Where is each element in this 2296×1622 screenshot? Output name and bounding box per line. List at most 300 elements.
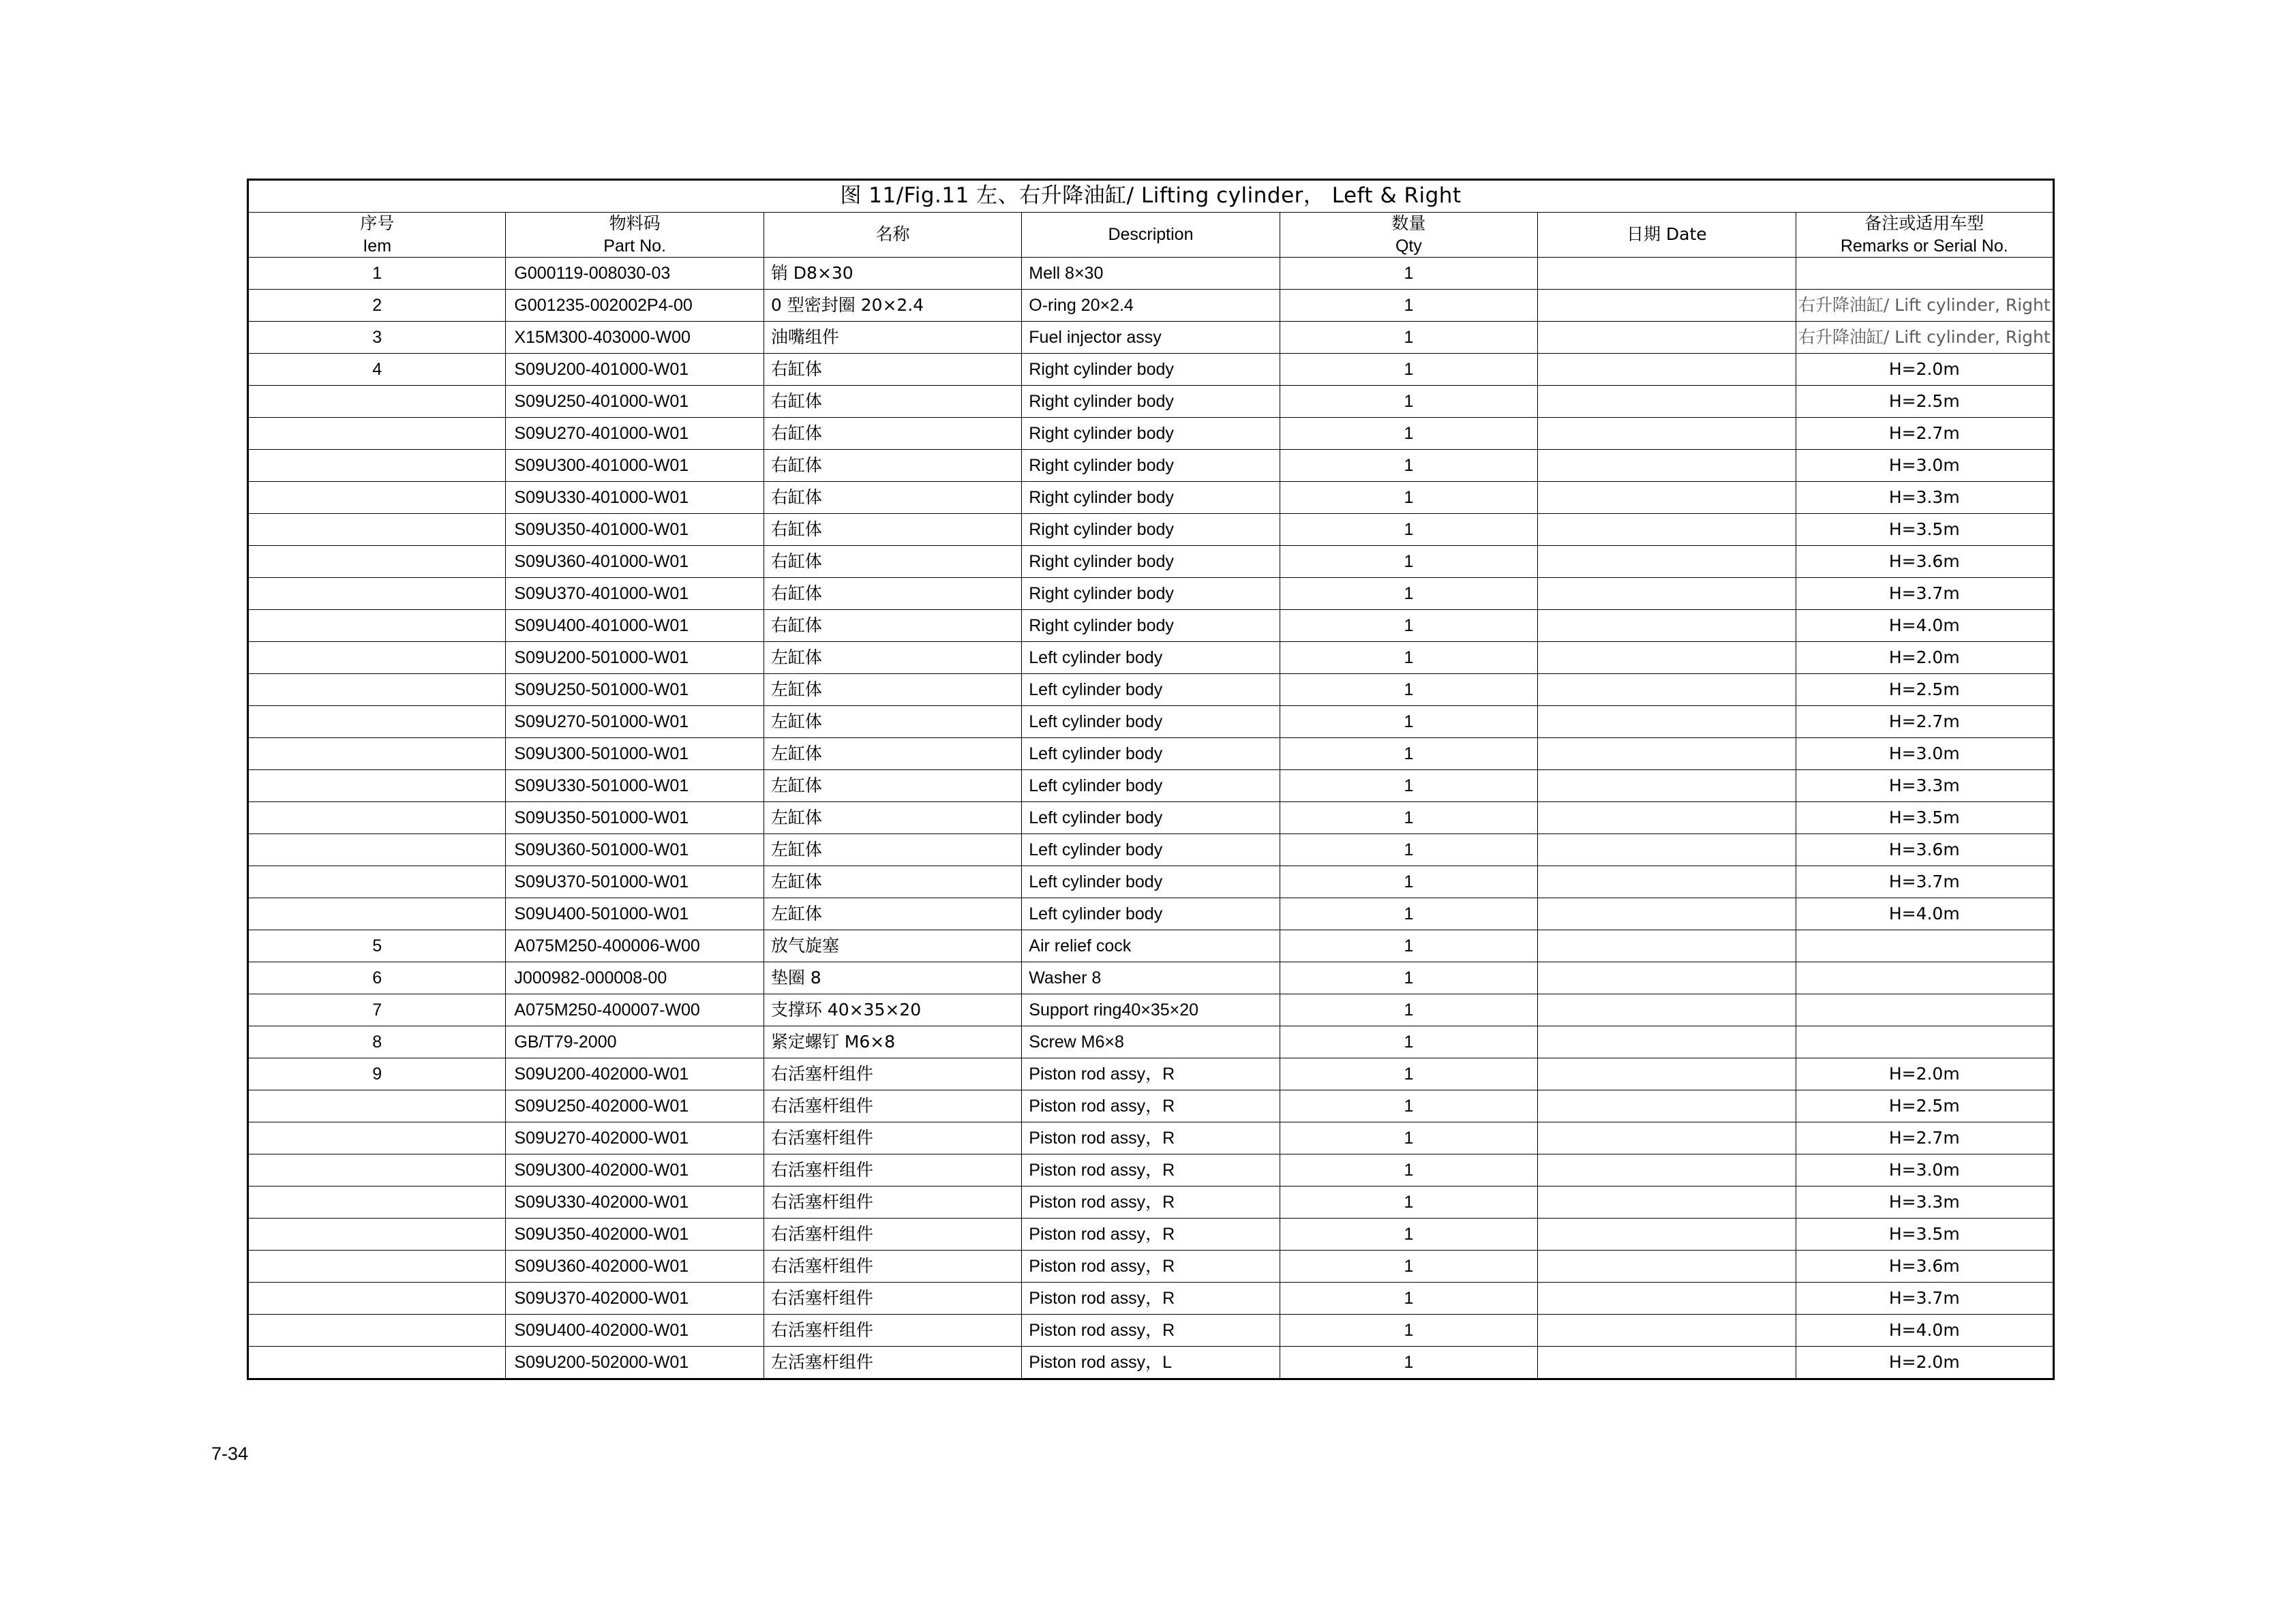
cell-date bbox=[1538, 770, 1796, 802]
cell-date bbox=[1538, 354, 1796, 386]
cell-remarks: H=3.0m bbox=[1796, 450, 2053, 482]
cell-item: 4 bbox=[248, 354, 506, 386]
header-item-cn: 序号 bbox=[360, 213, 395, 233]
header-part bbox=[506, 213, 764, 258]
table-header-row bbox=[248, 213, 2054, 258]
cell-remarks: H=2.5m bbox=[1796, 1090, 2053, 1122]
header-remarks-en: Remarks or Serial No. bbox=[1840, 236, 2008, 256]
cell-part-no: S09U270-401000-W01 bbox=[506, 418, 764, 450]
cell-description: Fuel injector assy bbox=[1022, 322, 1280, 354]
cell-qty: 1 bbox=[1280, 290, 1537, 322]
cell-qty: 1 bbox=[1280, 610, 1537, 642]
cell-item bbox=[248, 834, 506, 866]
cell-part-no: S09U200-501000-W01 bbox=[506, 642, 764, 674]
table-row bbox=[248, 738, 2054, 770]
cell-part-no: S09U200-502000-W01 bbox=[506, 1347, 764, 1379]
cell-remarks: 右升降油缸/ Lift cylinder, Right bbox=[1796, 322, 2053, 354]
table-row bbox=[248, 1219, 2054, 1251]
cell-part-no: S09U330-401000-W01 bbox=[506, 482, 764, 514]
table-row bbox=[248, 450, 2054, 482]
cell-description: Left cylinder body bbox=[1022, 834, 1280, 866]
cell-item bbox=[248, 738, 506, 770]
cell-item bbox=[248, 898, 506, 930]
header-date: 日期 Date bbox=[1538, 213, 1796, 258]
cell-part-no: A075M250-400007-W00 bbox=[506, 994, 764, 1026]
cell-date bbox=[1538, 1283, 1796, 1315]
table-row bbox=[248, 610, 2054, 642]
cell-remarks: H=3.5m bbox=[1796, 1219, 2053, 1251]
cell-qty: 1 bbox=[1280, 1058, 1537, 1090]
cell-name: 右活塞杆组件 bbox=[764, 1187, 1021, 1219]
cell-remarks: H=2.5m bbox=[1796, 386, 2053, 418]
cell-name: 右活塞杆组件 bbox=[764, 1058, 1021, 1090]
cell-item bbox=[248, 1315, 506, 1347]
cell-item bbox=[248, 418, 506, 450]
table-row bbox=[248, 770, 2054, 802]
cell-date bbox=[1538, 802, 1796, 834]
table-row bbox=[248, 578, 2054, 610]
cell-remarks: H=4.0m bbox=[1796, 1315, 2053, 1347]
figure-title-row bbox=[248, 180, 2054, 213]
cell-remarks: H=3.6m bbox=[1796, 1251, 2053, 1283]
cell-item: 3 bbox=[248, 322, 506, 354]
cell-part-no: S09U330-501000-W01 bbox=[506, 770, 764, 802]
cell-part-no: S09U300-402000-W01 bbox=[506, 1154, 764, 1187]
cell-name: 右活塞杆组件 bbox=[764, 1251, 1021, 1283]
cell-item bbox=[248, 802, 506, 834]
cell-remarks: H=2.7m bbox=[1796, 1122, 2053, 1154]
cell-remarks: H=4.0m bbox=[1796, 898, 2053, 930]
table-row bbox=[248, 834, 2054, 866]
cell-description: Support ring40×35×20 bbox=[1022, 994, 1280, 1026]
parts-table-container bbox=[247, 179, 2055, 1380]
cell-item bbox=[248, 482, 506, 514]
cell-date bbox=[1538, 1347, 1796, 1379]
table-row bbox=[248, 802, 2054, 834]
table-row bbox=[248, 354, 2054, 386]
cell-qty: 1 bbox=[1280, 1090, 1537, 1122]
cell-qty: 1 bbox=[1280, 738, 1537, 770]
cell-date bbox=[1538, 578, 1796, 610]
cell-item bbox=[248, 770, 506, 802]
cell-remarks: H=2.7m bbox=[1796, 418, 2053, 450]
cell-part-no: S09U300-401000-W01 bbox=[506, 450, 764, 482]
table-row bbox=[248, 1187, 2054, 1219]
cell-part-no: G001235-002002P4-00 bbox=[506, 290, 764, 322]
cell-name: 右缸体 bbox=[764, 610, 1021, 642]
cell-item: 1 bbox=[248, 258, 506, 290]
table-row bbox=[248, 258, 2054, 290]
cell-part-no: S09U400-401000-W01 bbox=[506, 610, 764, 642]
cell-qty: 1 bbox=[1280, 994, 1537, 1026]
cell-qty: 1 bbox=[1280, 674, 1537, 706]
cell-part-no: S09U370-401000-W01 bbox=[506, 578, 764, 610]
cell-part-no: S09U250-401000-W01 bbox=[506, 386, 764, 418]
cell-date bbox=[1538, 1122, 1796, 1154]
cell-qty: 1 bbox=[1280, 386, 1537, 418]
cell-description: Mell 8×30 bbox=[1022, 258, 1280, 290]
cell-part-no: J000982-000008-00 bbox=[506, 962, 764, 994]
cell-item: 5 bbox=[248, 930, 506, 962]
cell-item bbox=[248, 1090, 506, 1122]
cell-part-no: S09U270-501000-W01 bbox=[506, 706, 764, 738]
cell-item bbox=[248, 706, 506, 738]
cell-item: 7 bbox=[248, 994, 506, 1026]
cell-item bbox=[248, 1251, 506, 1283]
cell-description: Piston rod assy，R bbox=[1022, 1058, 1280, 1090]
cell-part-no: G000119-008030-03 bbox=[506, 258, 764, 290]
cell-date bbox=[1538, 258, 1796, 290]
cell-part-no: S09U200-401000-W01 bbox=[506, 354, 764, 386]
cell-description: Left cylinder body bbox=[1022, 706, 1280, 738]
cell-date bbox=[1538, 642, 1796, 674]
cell-remarks: H=3.6m bbox=[1796, 546, 2053, 578]
cell-description: Right cylinder body bbox=[1022, 418, 1280, 450]
cell-remarks: H=2.0m bbox=[1796, 642, 2053, 674]
cell-remarks: H=3.0m bbox=[1796, 1154, 2053, 1187]
cell-description: Right cylinder body bbox=[1022, 610, 1280, 642]
cell-qty: 1 bbox=[1280, 418, 1537, 450]
header-description: Description bbox=[1022, 213, 1280, 258]
cell-description: Left cylinder body bbox=[1022, 674, 1280, 706]
table-row bbox=[248, 514, 2054, 546]
cell-remarks: H=3.3m bbox=[1796, 770, 2053, 802]
cell-description: Piston rod assy，R bbox=[1022, 1154, 1280, 1187]
cell-remarks: H=2.0m bbox=[1796, 1058, 2053, 1090]
cell-remarks: H=3.7m bbox=[1796, 866, 2053, 898]
cell-qty: 1 bbox=[1280, 1026, 1537, 1058]
cell-description: Left cylinder body bbox=[1022, 866, 1280, 898]
table-row bbox=[248, 898, 2054, 930]
table-row bbox=[248, 642, 2054, 674]
cell-remarks: H=3.6m bbox=[1796, 834, 2053, 866]
cell-qty: 1 bbox=[1280, 258, 1537, 290]
cell-item bbox=[248, 578, 506, 610]
cell-part-no: S09U370-402000-W01 bbox=[506, 1283, 764, 1315]
cell-name: 左缸体 bbox=[764, 834, 1021, 866]
cell-name: 右活塞杆组件 bbox=[764, 1090, 1021, 1122]
cell-description: Piston rod assy，R bbox=[1022, 1315, 1280, 1347]
cell-remarks: H=2.0m bbox=[1796, 1347, 2053, 1379]
header-part-cn: 物料码 bbox=[609, 213, 661, 233]
cell-qty: 1 bbox=[1280, 514, 1537, 546]
table-row bbox=[248, 386, 2054, 418]
header-item-en: Iem bbox=[363, 236, 392, 256]
cell-description: O-ring 20×2.4 bbox=[1022, 290, 1280, 322]
cell-description: Right cylinder body bbox=[1022, 450, 1280, 482]
cell-qty: 1 bbox=[1280, 354, 1537, 386]
table-row bbox=[248, 418, 2054, 450]
table-row bbox=[248, 1058, 2054, 1090]
cell-qty: 1 bbox=[1280, 322, 1537, 354]
cell-date bbox=[1538, 418, 1796, 450]
cell-description: Right cylinder body bbox=[1022, 514, 1280, 546]
cell-remarks: H=4.0m bbox=[1796, 610, 2053, 642]
cell-part-no: S09U400-501000-W01 bbox=[506, 898, 764, 930]
cell-item bbox=[248, 386, 506, 418]
table-row bbox=[248, 930, 2054, 962]
cell-description: Left cylinder body bbox=[1022, 802, 1280, 834]
cell-qty: 1 bbox=[1280, 1187, 1537, 1219]
cell-date bbox=[1538, 1154, 1796, 1187]
table-row bbox=[248, 962, 2054, 994]
cell-date bbox=[1538, 290, 1796, 322]
cell-name: 右缸体 bbox=[764, 450, 1021, 482]
page-number: 7-34 bbox=[211, 1443, 249, 1464]
cell-remarks: H=3.0m bbox=[1796, 738, 2053, 770]
header-qty bbox=[1280, 213, 1537, 258]
cell-date bbox=[1538, 1058, 1796, 1090]
cell-item: 9 bbox=[248, 1058, 506, 1090]
cell-qty: 1 bbox=[1280, 1219, 1537, 1251]
table-row bbox=[248, 994, 2054, 1026]
cell-item: 2 bbox=[248, 290, 506, 322]
cell-description: Right cylinder body bbox=[1022, 386, 1280, 418]
table-row bbox=[248, 866, 2054, 898]
cell-name: 放气旋塞 bbox=[764, 930, 1021, 962]
header-part-en: Part No. bbox=[603, 236, 666, 256]
table-row bbox=[248, 322, 2054, 354]
table-row bbox=[248, 674, 2054, 706]
cell-qty: 1 bbox=[1280, 642, 1537, 674]
table-row bbox=[248, 1026, 2054, 1058]
cell-description: Piston rod assy，R bbox=[1022, 1090, 1280, 1122]
cell-date bbox=[1538, 1219, 1796, 1251]
cell-date bbox=[1538, 482, 1796, 514]
cell-part-no: S09U330-402000-W01 bbox=[506, 1187, 764, 1219]
cell-item: 6 bbox=[248, 962, 506, 994]
header-name-cn: 名称 bbox=[875, 224, 910, 245]
cell-remarks: H=3.7m bbox=[1796, 578, 2053, 610]
cell-date bbox=[1538, 610, 1796, 642]
cell-remarks: H=3.5m bbox=[1796, 802, 2053, 834]
cell-part-no: S09U250-501000-W01 bbox=[506, 674, 764, 706]
cell-description: Right cylinder body bbox=[1022, 578, 1280, 610]
cell-item bbox=[248, 1154, 506, 1187]
cell-remarks: H=3.5m bbox=[1796, 514, 2053, 546]
cell-qty: 1 bbox=[1280, 898, 1537, 930]
cell-qty: 1 bbox=[1280, 546, 1537, 578]
cell-item bbox=[248, 1122, 506, 1154]
cell-date bbox=[1538, 738, 1796, 770]
figure-title: 图 11/Fig.11 左、右升降油缸/ Lifting cylinder， Left & Right bbox=[248, 180, 2054, 213]
cell-part-no: S09U270-402000-W01 bbox=[506, 1122, 764, 1154]
cell-date bbox=[1538, 450, 1796, 482]
cell-remarks bbox=[1796, 962, 2053, 994]
cell-qty: 1 bbox=[1280, 450, 1537, 482]
cell-name: 右活塞杆组件 bbox=[764, 1315, 1021, 1347]
header-remarks bbox=[1796, 213, 2053, 258]
cell-part-no: GB/T79-2000 bbox=[506, 1026, 764, 1058]
cell-date bbox=[1538, 546, 1796, 578]
cell-name: 左缸体 bbox=[764, 898, 1021, 930]
cell-remarks: H=3.3m bbox=[1796, 482, 2053, 514]
cell-date bbox=[1538, 386, 1796, 418]
cell-name: 右缸体 bbox=[764, 578, 1021, 610]
cell-description: Right cylinder body bbox=[1022, 482, 1280, 514]
cell-description: Air relief cock bbox=[1022, 930, 1280, 962]
table-row bbox=[248, 290, 2054, 322]
cell-date bbox=[1538, 514, 1796, 546]
cell-description: Left cylinder body bbox=[1022, 738, 1280, 770]
cell-date bbox=[1538, 962, 1796, 994]
cell-part-no: S09U360-501000-W01 bbox=[506, 834, 764, 866]
cell-date bbox=[1538, 898, 1796, 930]
cell-remarks: 右升降油缸/ Lift cylinder, Right bbox=[1796, 290, 2053, 322]
cell-date bbox=[1538, 674, 1796, 706]
cell-description: Piston rod assy，R bbox=[1022, 1251, 1280, 1283]
cell-date bbox=[1538, 1251, 1796, 1283]
header-name bbox=[764, 213, 1021, 258]
cell-item bbox=[248, 674, 506, 706]
cell-remarks bbox=[1796, 930, 2053, 962]
cell-item bbox=[248, 1283, 506, 1315]
cell-description: Screw M6×8 bbox=[1022, 1026, 1280, 1058]
cell-part-no: X15M300-403000-W00 bbox=[506, 322, 764, 354]
cell-name: 左缸体 bbox=[764, 642, 1021, 674]
cell-qty: 1 bbox=[1280, 482, 1537, 514]
table-row bbox=[248, 546, 2054, 578]
cell-remarks bbox=[1796, 994, 2053, 1026]
table-row bbox=[248, 1347, 2054, 1379]
cell-part-no: S09U360-401000-W01 bbox=[506, 546, 764, 578]
cell-name: 0 型密封圈 20×2.4 bbox=[764, 290, 1021, 322]
cell-part-no: S09U370-501000-W01 bbox=[506, 866, 764, 898]
cell-qty: 1 bbox=[1280, 1315, 1537, 1347]
cell-date bbox=[1538, 930, 1796, 962]
cell-remarks: H=2.0m bbox=[1796, 354, 2053, 386]
cell-qty: 1 bbox=[1280, 1283, 1537, 1315]
cell-part-no: S09U300-501000-W01 bbox=[506, 738, 764, 770]
cell-qty: 1 bbox=[1280, 578, 1537, 610]
cell-description: Washer 8 bbox=[1022, 962, 1280, 994]
cell-name: 右缸体 bbox=[764, 482, 1021, 514]
cell-name: 右缸体 bbox=[764, 546, 1021, 578]
cell-remarks bbox=[1796, 1026, 2053, 1058]
cell-description: Piston rod assy，L bbox=[1022, 1347, 1280, 1379]
cell-name: 右活塞杆组件 bbox=[764, 1219, 1021, 1251]
cell-date bbox=[1538, 994, 1796, 1026]
parts-table-body bbox=[248, 180, 2054, 1379]
cell-item: 8 bbox=[248, 1026, 506, 1058]
cell-qty: 1 bbox=[1280, 930, 1537, 962]
cell-description: Piston rod assy，R bbox=[1022, 1122, 1280, 1154]
table-row bbox=[248, 482, 2054, 514]
cell-description: Right cylinder body bbox=[1022, 354, 1280, 386]
cell-remarks: H=3.7m bbox=[1796, 1283, 2053, 1315]
cell-part-no: S09U350-401000-W01 bbox=[506, 514, 764, 546]
cell-item bbox=[248, 610, 506, 642]
cell-part-no: A075M250-400006-W00 bbox=[506, 930, 764, 962]
cell-part-no: S09U250-402000-W01 bbox=[506, 1090, 764, 1122]
cell-item bbox=[248, 546, 506, 578]
header-item bbox=[248, 213, 506, 258]
cell-qty: 1 bbox=[1280, 1154, 1537, 1187]
cell-qty: 1 bbox=[1280, 1251, 1537, 1283]
cell-name: 左缸体 bbox=[764, 738, 1021, 770]
cell-name: 支撑环 40×35×20 bbox=[764, 994, 1021, 1026]
cell-qty: 1 bbox=[1280, 706, 1537, 738]
cell-description: Piston rod assy，R bbox=[1022, 1219, 1280, 1251]
header-qty-cn: 数量 bbox=[1391, 213, 1426, 233]
cell-name: 紧定螺钉 M6×8 bbox=[764, 1026, 1021, 1058]
parts-table bbox=[247, 179, 2055, 1380]
cell-date bbox=[1538, 1187, 1796, 1219]
cell-remarks bbox=[1796, 258, 2053, 290]
cell-remarks: H=2.5m bbox=[1796, 674, 2053, 706]
cell-part-no: S09U200-402000-W01 bbox=[506, 1058, 764, 1090]
table-row bbox=[248, 1283, 2054, 1315]
cell-item bbox=[248, 1219, 506, 1251]
table-row bbox=[248, 1090, 2054, 1122]
cell-item bbox=[248, 642, 506, 674]
cell-name: 左缸体 bbox=[764, 674, 1021, 706]
cell-name: 右缸体 bbox=[764, 418, 1021, 450]
cell-name: 油嘴组件 bbox=[764, 322, 1021, 354]
cell-date bbox=[1538, 1090, 1796, 1122]
cell-name: 垫圈 8 bbox=[764, 962, 1021, 994]
cell-date bbox=[1538, 834, 1796, 866]
cell-part-no: S09U400-402000-W01 bbox=[506, 1315, 764, 1347]
cell-date bbox=[1538, 866, 1796, 898]
cell-description: Piston rod assy，R bbox=[1022, 1187, 1280, 1219]
cell-qty: 1 bbox=[1280, 866, 1537, 898]
cell-part-no: S09U350-402000-W01 bbox=[506, 1219, 764, 1251]
cell-description: Left cylinder body bbox=[1022, 770, 1280, 802]
cell-item bbox=[248, 1187, 506, 1219]
cell-name: 左缸体 bbox=[764, 802, 1021, 834]
cell-qty: 1 bbox=[1280, 962, 1537, 994]
cell-qty: 1 bbox=[1280, 834, 1537, 866]
cell-item bbox=[248, 866, 506, 898]
cell-date bbox=[1538, 1315, 1796, 1347]
cell-name: 右活塞杆组件 bbox=[764, 1283, 1021, 1315]
cell-qty: 1 bbox=[1280, 802, 1537, 834]
table-row bbox=[248, 1251, 2054, 1283]
table-row bbox=[248, 706, 2054, 738]
cell-qty: 1 bbox=[1280, 1122, 1537, 1154]
cell-name: 右缸体 bbox=[764, 514, 1021, 546]
cell-qty: 1 bbox=[1280, 1347, 1537, 1379]
table-row bbox=[248, 1154, 2054, 1187]
cell-description: Piston rod assy，R bbox=[1022, 1283, 1280, 1315]
table-row bbox=[248, 1122, 2054, 1154]
cell-item bbox=[248, 1347, 506, 1379]
cell-qty: 1 bbox=[1280, 770, 1537, 802]
cell-date bbox=[1538, 706, 1796, 738]
cell-remarks: H=2.7m bbox=[1796, 706, 2053, 738]
cell-item bbox=[248, 514, 506, 546]
cell-description: Left cylinder body bbox=[1022, 898, 1280, 930]
header-qty-en: Qty bbox=[1395, 236, 1422, 256]
cell-name: 销 D8×30 bbox=[764, 258, 1021, 290]
cell-date bbox=[1538, 322, 1796, 354]
header-remarks-cn: 备注或适用车型 bbox=[1864, 213, 1984, 233]
cell-name: 左缸体 bbox=[764, 866, 1021, 898]
cell-name: 右活塞杆组件 bbox=[764, 1154, 1021, 1187]
cell-description: Right cylinder body bbox=[1022, 546, 1280, 578]
cell-remarks: H=3.3m bbox=[1796, 1187, 2053, 1219]
cell-part-no: S09U350-501000-W01 bbox=[506, 802, 764, 834]
cell-name: 右缸体 bbox=[764, 386, 1021, 418]
cell-date bbox=[1538, 1026, 1796, 1058]
table-row bbox=[248, 1315, 2054, 1347]
cell-name: 左缸体 bbox=[764, 770, 1021, 802]
cell-name: 左缸体 bbox=[764, 706, 1021, 738]
cell-name: 右缸体 bbox=[764, 354, 1021, 386]
cell-name: 右活塞杆组件 bbox=[764, 1122, 1021, 1154]
cell-description: Left cylinder body bbox=[1022, 642, 1280, 674]
